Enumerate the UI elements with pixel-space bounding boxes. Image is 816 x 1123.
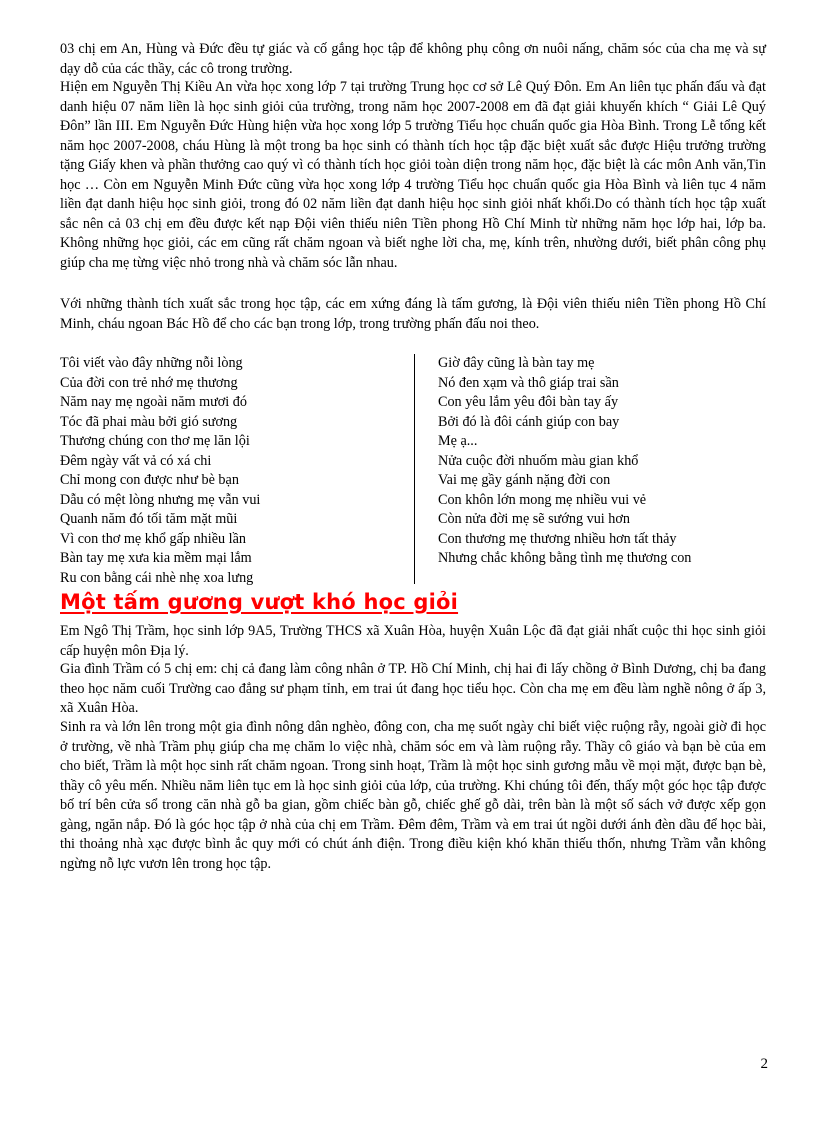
poem-column-divider [414, 354, 415, 584]
section-heading: Một tấm gương vượt khó học giỏi [60, 590, 459, 614]
story-paragraph-intro: Em Ngô Thị Trầm, học sinh lớp 9A5, Trường THCS xã Xuân Hòa, huyện Xuân Lộc đã đạt giải nhất cuộc thi học sinh giỏi cấp huyện môn Địa lý. [60, 623, 766, 659]
poem [60, 354, 766, 588]
page-number: 2 [760, 1056, 768, 1072]
poem-line: Chỉ mong con được như bè bạn [60, 472, 239, 488]
poem-line: Nhưng chắc không bằng tình mẹ thương con [438, 550, 692, 566]
poem-line: Ru con bằng cái nhè nhẹ xoa lưng [60, 569, 254, 586]
poem-line: Con thương mẹ thương nhiều hơn tất thảy [438, 530, 677, 547]
paragraph-achievements: Hiện em Nguyễn Thị Kiều An vừa học xong lớp 7 tại trường Trung học cơ sở Lê Quý Đôn. Em An liên tục phấn đấu và đạt danh hiệu 07 năm liền là học sinh giỏi của trường, trong năm học 2007-2008 em đã đạt giải khuyến khích “ Giải Lê Quý Đôn” lần III. Em Nguyễn Đức Hùng hiện vừa học xong lớp 5 trường Tiểu học chuẩn quốc gia Hòa Bình. Trong Lễ tổng kết năm học 2007-2008, cháu Hùng là một trong ba học sinh có thành tích học tập đặc biệt xuất sắc được Hiệu trưởng trường tặng Giấy khen và phần thưởng cao quý vì có thành tích học giỏi toàn diện trong năm học, đặc biệt là các môn Anh văn,Tin học … Còn em Nguyễn Minh Đức cũng vừa học xong lớp 4 trường Tiểu học chuẩn quốc gia Hòa Bình và liên tục 4 năm liền đạt danh hiệu học sinh giỏi, trong đó 02 năm liền đạt danh hiệu học sinh giỏi nhất khối.Do có thành tích học tập xuất sắc nên cả 03 chị em đều được kết nạp Đội viên thiếu niên Tiền phong Hồ Chí Minh từ những năm học lớp hai, lớp ba. Không những học giỏi, các em cũng rất chăm ngoan và biết nghe lời cha, mẹ, kính trên, nhường dưới, biết phân công phụ giúp cha mẹ từng việc nhỏ trong nhà và chăm sóc lẫn nhau. [60, 79, 766, 271]
poem-line: Của đời con trẻ nhớ mẹ thương [60, 374, 238, 391]
poem-right-column [438, 354, 691, 569]
poem-line: Giờ đây cũng là bàn tay mẹ [438, 355, 595, 371]
poem-line: Con khôn lớn mong mẹ nhiều vui vẻ [438, 491, 647, 508]
poem-line: Vì con thơ mẹ khổ gấp nhiều lần [60, 530, 246, 547]
paragraph-intro-continued: 03 chị em An, Hùng và Đức đều tự giác và cố gắng học tập để không phụ công ơn nuôi nấng, chăm sóc của cha mẹ và sự dạy dỗ của các thầy, các cô trong trường. [60, 41, 766, 77]
paragraph-conclusion: Với những thành tích xuất sắc trong học tập, các em xứng đáng là tấm gương, là Đội viên thiếu niên Tiền phong Hồ Chí Minh, cháu ngoan Bác Hồ để cho các bạn trong lớp, trong trường phấn đấu noi theo. [60, 296, 766, 332]
poem-line: Bàn tay mẹ xưa kia mềm mại lắm [60, 550, 252, 566]
poem-line: Năm nay mẹ ngoài năm mươi đó [60, 394, 247, 410]
poem-line: Bởi đó là đôi cánh giúp con bay [438, 413, 620, 430]
story-paragraph-family: Gia đình Trầm có 5 chị em: chị cả đang làm công nhân ở TP. Hồ Chí Minh, chị hai đi lấy chồng ở Bình Dương, chị ba đang theo học năm cuối Trường cao đẳng sư phạm tỉnh, em trai út đang học tiểu học. Còn cha mẹ em đều làm nghề nông ở ấp 3, xã Xuân Hòa. [60, 661, 766, 716]
poem-line: Tóc đã phai màu bởi gió sương [60, 413, 238, 430]
poem-line: Quanh năm đó tối tăm mặt mũi [60, 511, 238, 527]
poem-line: Nó đen xạm và thô giáp trai sần [438, 374, 619, 391]
poem-left-column [60, 354, 260, 588]
poem-line: Dẫu có mệt lòng nhưng mẹ vẫn vui [60, 491, 261, 508]
poem-line: Vai mẹ gầy gánh nặng đời con [438, 472, 611, 488]
poem-line: Con yêu lắm yêu đôi bàn tay ấy [438, 394, 619, 410]
poem-line: Nửa cuộc đời nhuốm màu gian khổ [438, 452, 639, 469]
story-paragraph-life: Sinh ra và lớn lên trong một gia đình nông dân nghèo, đông con, cha mẹ suốt ngày chỉ biết việc ruộng rẫy, ngoài giờ đi học ở trường, về nhà Trầm phụ giúp cha mẹ chăm lo việc nhà, chăm sóc em và làm ruộng rẫy. Thầy cô giáo và bạn bè của em cho biết, Trầm là một học sinh rất chăm ngoan. Trong sinh hoạt, Trầm là một học sinh gương mẫu về mọi mặt, được bạn bè, thầy cô yêu mến. Nhiều năm liên tục em là học sinh giỏi của lớp, của trường. Khi chúng tôi đến, thấy một góc học tập được bố trí bên cửa sổ trong căn nhà gỗ ba gian, gồm chiếc bàn gỗ, chiếc ghế gỗ dài, trên bàn là một số sách vở được xếp gọn gàng, ngăn nắp. Đó là góc học tập ở nhà của chị em Trầm. Đêm đêm, Trầm và em trai út ngồi dưới ánh đèn dầu để học bài, thi thoảng nhà xạc được bình ắc quy mới có chút ánh điện. Trong điều kiện khó khăn thiếu thốn, nhưng Trầm vẫn không ngừng nỗ lực vươn lên trong học tập. [60, 719, 766, 872]
poem-line: Tôi viết vào đây những nỗi lòng [60, 355, 243, 371]
poem-line: Đêm ngày vất vả có xá chi [60, 452, 212, 469]
poem-line: Thương chúng con thơ mẹ lăn lội [60, 433, 250, 449]
poem-line: Mẹ ạ... [438, 433, 478, 449]
poem-line: Còn nửa đời mẹ sẽ sướng vui hơn [438, 511, 630, 527]
